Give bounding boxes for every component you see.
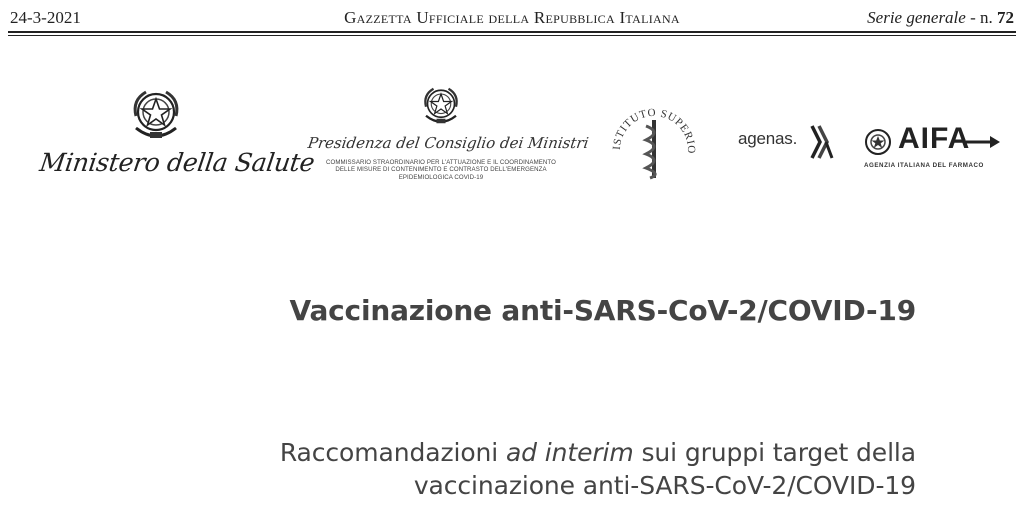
- agenas-wordmark: agenas.: [738, 129, 798, 148]
- aifa-tagline: AGENZIA ITALIANA DEL FARMACO: [864, 162, 984, 169]
- header-date: 24-3-2021: [10, 8, 81, 27]
- subtitle-text-end: sui gruppi target della: [633, 438, 916, 467]
- header-publication-title: Gazzetta Ufficiale della Repubblica Italiana: [344, 8, 680, 27]
- svg-text:ISTITUTO SUPERIORE DI SANITÀ: [604, 94, 697, 154]
- logo-ministero-salute: [37, 86, 317, 186]
- issue-number: 72: [997, 8, 1014, 27]
- iss-seal: [604, 94, 704, 194]
- subtitle-text-start: Raccomandazioni: [279, 438, 506, 467]
- series-label: Serie generale: [867, 8, 966, 27]
- header-series: [867, 8, 1014, 28]
- document-title: Vaccinazione anti-SARS-CoV-2/COVID-19: [289, 294, 916, 327]
- aifa-arrow-icon: [966, 134, 1000, 155]
- italian-republic-emblem-icon: [420, 84, 462, 128]
- header-rule-thin: [8, 35, 1016, 36]
- aifa-seal-icon: [864, 128, 892, 161]
- italian-republic-emblem-icon: [128, 86, 184, 144]
- gazette-header: [0, 0, 1024, 36]
- logo-aifa: [862, 122, 1008, 176]
- presidenza-sub-line-3: EPIDEMIOLOGICA COVID-19: [398, 173, 484, 181]
- document-subtitle: [0, 436, 916, 502]
- iss-arc-text: ISTITUTO SUPERIO: [610, 106, 698, 155]
- logo-presidenza-consiglio: [306, 84, 590, 194]
- logo-istituto-superiore-sanita: [604, 94, 704, 194]
- presidenza-sub-line-2: DELLE MISURE DI CONTENIMENTO E CONTRASTO DELL'EMERGENZA: [335, 166, 547, 174]
- presidenza-script-name: Presidenza del Consiglio dei Ministri: [306, 134, 590, 152]
- subtitle-line-1: [0, 436, 916, 469]
- logo-agenas: [738, 120, 838, 164]
- subtitle-line-2: vaccinazione anti-SARS-CoV-2/COVID-19: [413, 471, 916, 500]
- presidenza-subtitle: [308, 159, 574, 181]
- series-separator: - n.: [965, 8, 997, 27]
- aifa-wordmark: AIFA: [898, 122, 971, 155]
- subtitle-italic-term: ad interim: [505, 438, 634, 467]
- staff-of-asclepius-icon: [646, 120, 655, 178]
- ministero-script-name: Ministero della Salute: [37, 148, 317, 177]
- header-rule-thick: [8, 31, 1016, 33]
- agenas-mark-icon: [810, 124, 834, 165]
- presidenza-sub-line-1: COMMISSARIO STRAORDINARIO PER L'ATTUAZIONE E IL COORDINAMENTO: [326, 159, 556, 166]
